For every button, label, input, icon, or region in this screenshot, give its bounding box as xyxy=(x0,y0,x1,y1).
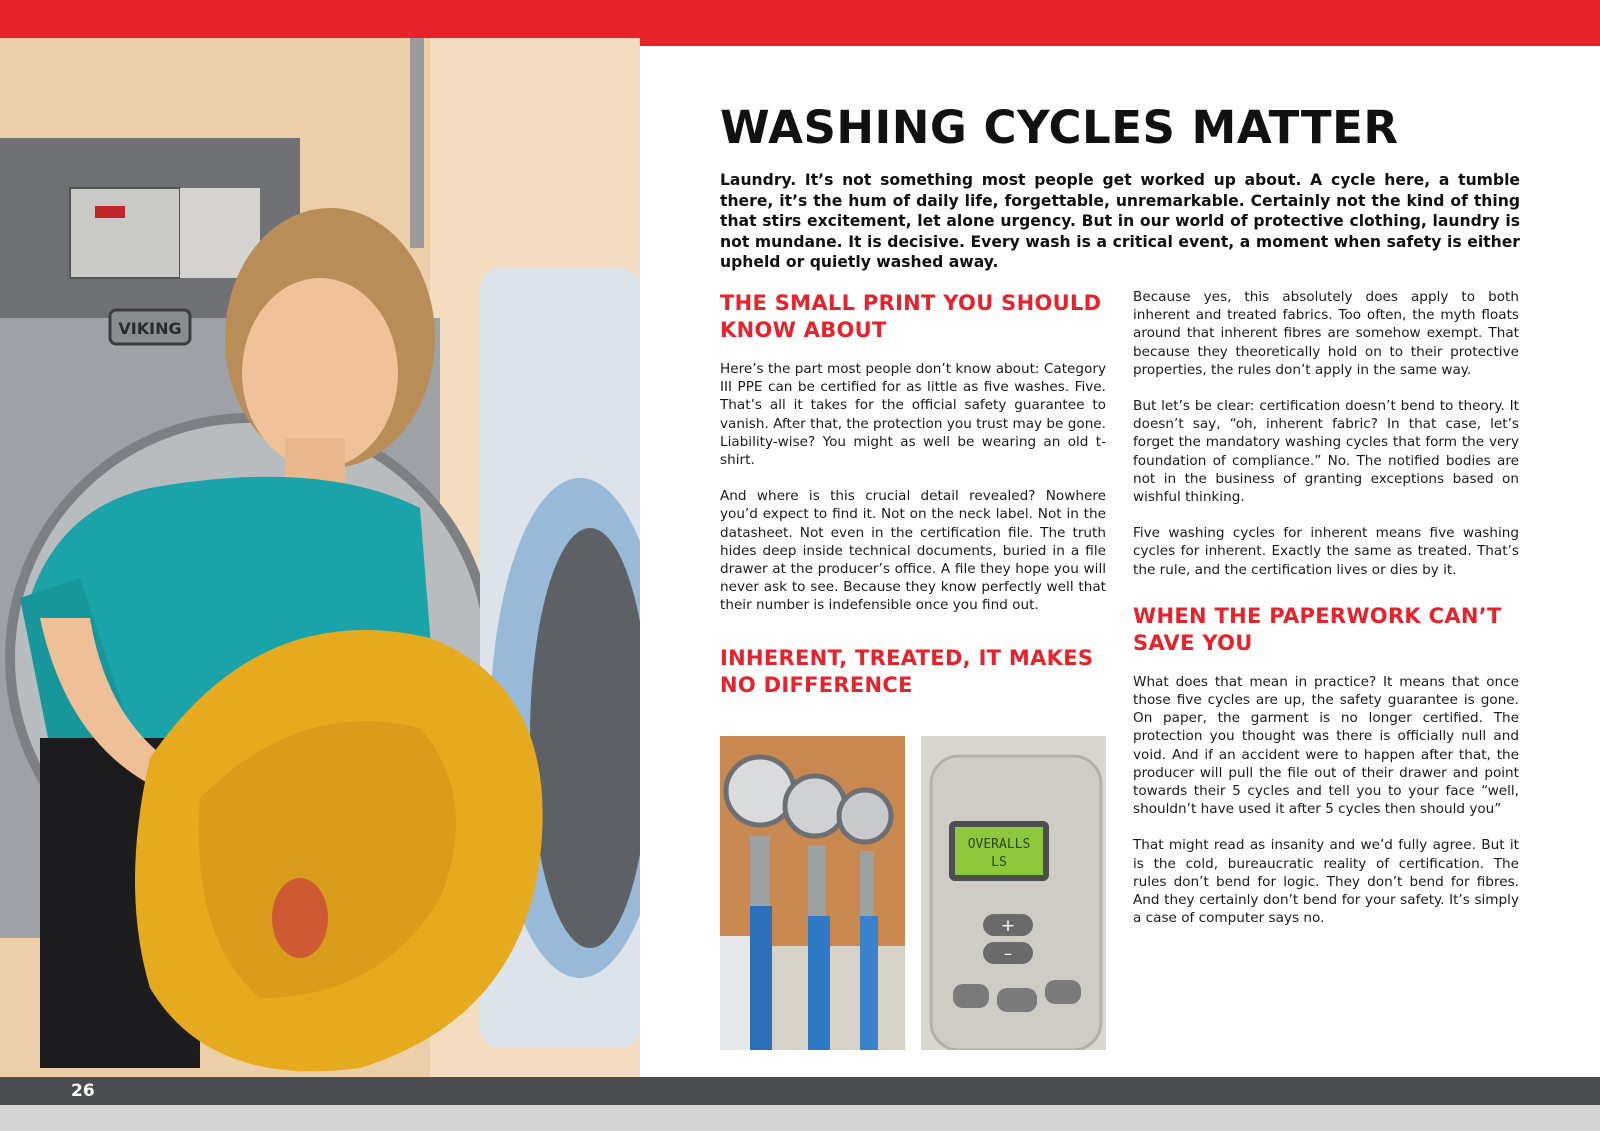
control-panel-photo xyxy=(921,736,1106,1050)
control-panel-illustration xyxy=(921,736,1106,1050)
paragraph: But let’s be clear: certification doesn’t bend to theory. It doesn’t say, “oh, inherent fabric? In that case, let’s forget the mandatory washing cycles that form the very foundation of compliance.” No. The notified bodies are not in the business of granting exceptions based on wishful thinking. xyxy=(1133,398,1519,506)
cycle-button xyxy=(997,988,1037,1012)
section-heading-small-print: THE SMALL PRINT YOU SHOULD KNOW ABOUT xyxy=(720,291,1102,342)
footer-strip xyxy=(0,1105,1600,1131)
gauges-and-hoses-photo xyxy=(720,736,905,1050)
plus-symbol: + xyxy=(1000,916,1016,936)
blue-hose xyxy=(750,906,772,1050)
washer-photo-illustration xyxy=(0,38,640,1078)
washer-brand-text: VIKING xyxy=(118,319,182,338)
section-heading-paperwork: WHEN THE PAPERWORK CAN’T SAVE YOU xyxy=(1133,603,1502,655)
minus-symbol: – xyxy=(1003,944,1013,964)
page-number: 26 xyxy=(71,1081,95,1101)
back-button xyxy=(953,984,989,1008)
gauges-illustration xyxy=(720,736,905,1050)
paragraph: What does that mean in practice? It means that once those five cycles are up, the safety guarantee is gone. On paper, the garment is no longer certified. The protection you thought was there is officially null and void. And if an accident were to happen after that, the producer will pull the file out of their drawer and point towards their 5 cycles and tell you to your face “well, shouldn’t have used it after 5 cycles then should you” xyxy=(1133,673,1519,818)
lcd-line-2: LS xyxy=(991,855,1007,870)
lcd-line-1: OVERALLS xyxy=(967,837,1031,852)
play-button xyxy=(1045,980,1081,1004)
thumbnail-photos xyxy=(720,736,1106,1050)
blue-hose xyxy=(860,916,878,1050)
paragraph: Five washing cycles for inherent means five washing cycles for inherent. Exactly the same as treated. That’s the rule, and the certification lives or dies by it. xyxy=(1133,525,1519,578)
paragraph: Here’s the part most people don’t know about: Category III PPE can be certified for as little as five washes. Five. That’s all it takes for the official safety guarantee to vanish. After that, the protection you trust may be gone. Liability-wise? You might as well be wearing an old t-shirt. xyxy=(720,361,1106,469)
section-heading-inherent-treated: INHERENT, TREATED, IT MAKES NO DIFFERENCE xyxy=(720,645,1094,697)
blue-hose xyxy=(808,916,830,1050)
page-title: WASHING CYCLES MATTER xyxy=(720,101,1399,154)
woman-loading-washer-photo xyxy=(0,38,640,1078)
intro-paragraph: Laundry. It’s not something most people get worked up about. A cycle here, a tumble there, it’s the hum of daily life, forgettable, unremarkable. Certainly not the kind of thing that stirs excitement, let alone urgency. But in our world of protective clothing, laundry is not mundane. It is decisive. Every wash is a critical event, a moment when safety is either upheld or quietly washed away. xyxy=(720,171,1520,271)
paragraph: And where is this crucial detail revealed? Nowhere you’d expect to find it. Not on the neck label. Not in the datasheet. Not even in the certification file. The truth hides deep inside technical documents, buried in a file drawer at the producer’s office. A file they hope you will never ask to see. Because they know perfectly well that their number is indefensible once you find out. xyxy=(720,488,1106,614)
footer-bar xyxy=(0,1077,1600,1105)
left-column xyxy=(720,290,1106,699)
paragraph: That might read as insanity and we’d fully agree. But it is the cold, bureaucratic reality of certification. The rules don’t bend for logic. They don’t bend for fibres. And they certainly don’t bend for your safety. It’s simply a case of computer says no. xyxy=(1133,837,1519,927)
right-column xyxy=(1133,288,1519,945)
wall-pipe xyxy=(410,38,424,248)
paragraph: Because yes, this absolutely does apply to both inherent and treated fabrics. Too often, the myth floats around that inherent fibres are somehow exempt. That because they theoretically hold on to their protective properties, the rules don’t apply in the same way. xyxy=(1133,289,1519,378)
